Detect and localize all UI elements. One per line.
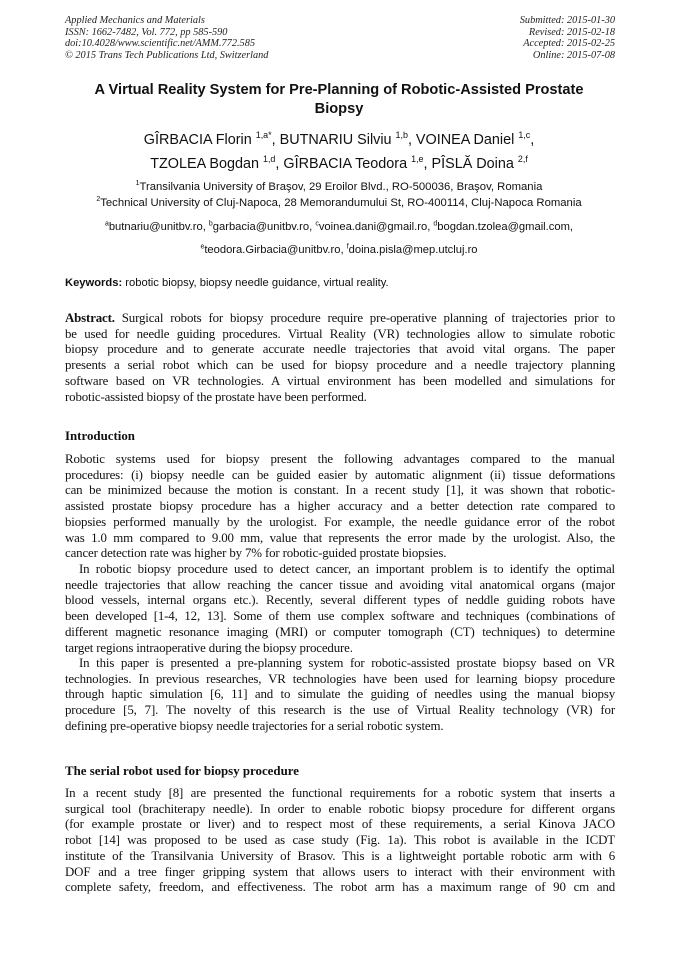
- abstract-line: software based on VR technologies. A virtual environment has been modelled and simulations for: [65, 373, 615, 388]
- intro-line: biopsies performed manually by the urologist. For example, the needle guidance error of the robot: [65, 514, 615, 529]
- email-sup: e: [200, 243, 205, 251]
- email-sup: f: [346, 243, 349, 251]
- author-sup: 1,b: [395, 130, 408, 141]
- robot-line: complete safety, freedom, and effectiveness. The robot arm has a maximum range of 90 cm and: [65, 880, 615, 895]
- email-link[interactable]: butnariu@unitbv.ro,: [108, 221, 209, 233]
- intro-line: procedures: (i) biopsy needle can be guided easier by automatic alignment (ii) tissue deformations: [65, 467, 615, 482]
- doi: doi:10.4028/www.scientific.net/AMM.772.585: [65, 38, 255, 50]
- author-name: GÎRBACIA Florin: [143, 132, 256, 148]
- robot-line: In a recent study [8] are presented the functional requirements for a robotic system that inserts a: [65, 786, 615, 800]
- title-line-1: A Virtual Reality System for Pre-Planning of Robotic-Assisted Prostate: [94, 82, 584, 98]
- email-sup: b: [208, 220, 213, 228]
- abstract-line: [65, 311, 615, 327]
- email-link[interactable]: bogdan.tzolea@gmail.com,: [437, 221, 574, 233]
- intro-line: In this paper is presented a pre-planning system for robotic-assisted prostate biopsy based on VR: [79, 656, 615, 670]
- dates-info: [520, 15, 615, 61]
- intro-line: technologies. In previous researches, VR technologies have been used for learning biopsy procedure: [65, 671, 615, 686]
- intro-line: can be minimized because the motion is constant. In a recent study [1], it was shown that robotic-: [65, 483, 615, 498]
- author-name: TZOLEA Bogdan: [150, 156, 263, 172]
- title-line-2: Biopsy: [314, 101, 364, 117]
- author-name: , PÎSLĂ Doina: [423, 156, 518, 172]
- abstract-line: biopsy procedure and to generate accurate needle trajectories that avoid vital organs. The paper: [65, 342, 615, 357]
- author-sup: 2,f: [517, 154, 528, 165]
- introduction-heading: Introduction: [65, 429, 135, 443]
- serial-robot-paragraph: [65, 786, 615, 896]
- intro-line: cancer detection rate was higher by 7% for robotic-guided prostate biopsies.: [65, 546, 447, 561]
- online-date: Online: 2015-07-08: [532, 49, 615, 61]
- abstract-label: Abstract.: [65, 311, 115, 325]
- email-link[interactable]: doina.pisla@mep.utcluj.ro: [348, 244, 478, 256]
- author-line-2: [30, 152, 648, 176]
- intro-line: procedure [5, 7]. The novelty of this research is the use of Virtual Reality technology (VR) for: [65, 703, 615, 718]
- accepted-date: Accepted: 2015-02-25: [523, 38, 615, 50]
- affiliation-2: [30, 196, 648, 212]
- author-list: [30, 128, 648, 176]
- email-link[interactable]: teodora.Girbacia@unitbv.ro,: [204, 244, 347, 256]
- email-link[interactable]: voinea.dani@gmail.ro,: [318, 221, 434, 233]
- email-link[interactable]: garbacia@unitbv.ro,: [212, 221, 316, 233]
- intro-line: assisted prostate biopsy procedure has a higher accuracy and a better detection rate compared to: [65, 499, 615, 514]
- affiliation-sup: 1: [135, 180, 140, 188]
- robot-line: DOF and a tree finger gripping system that allows users to interact with their environment with: [65, 864, 615, 879]
- email-list: [30, 216, 648, 262]
- abstract-line: robotic-assisted biopsy of the prostate have been performed.: [65, 389, 367, 404]
- abstract-paragraph: [65, 311, 615, 405]
- author-line-1: [30, 128, 648, 152]
- robot-line: robot [14] was proposed to be used as case study (Fig. 1a). This robot is available in the ICDT: [65, 833, 615, 848]
- introduction-paragraph-1: [65, 452, 615, 562]
- paper-title: [40, 81, 638, 119]
- intro-line: needle trajectories that allow reaching the cancer tissue and avoiding vital anatomical organs (major: [65, 577, 615, 592]
- robot-line: institute of the Transilvania University of Brasov. This is a lightweight portable robotic arm with 6: [65, 848, 615, 863]
- author-name: , BUTNARIU Silviu: [271, 132, 396, 148]
- email-sup: a: [104, 220, 109, 228]
- author-sup: 1,d: [263, 154, 276, 165]
- affiliations: [30, 180, 648, 211]
- affiliation-text: Transilvania University of Braşov, 29 Eroilor Blvd., RO-500036, Braşov, Romania: [139, 181, 543, 193]
- author-sup: 1,c: [518, 130, 531, 141]
- email-sup: c: [315, 220, 319, 228]
- author-name: , GÎRBACIA Teodora: [275, 156, 412, 172]
- intro-line: defining pre-operative biopsy needle trajectories for a serial robotic system.: [65, 718, 444, 733]
- email-sup: d: [433, 220, 438, 228]
- robot-line: (for example prostate or liver) and to respect most of these requirements, a serial Kinova JACO: [65, 817, 615, 832]
- keywords-label: Keywords:: [65, 277, 123, 289]
- robot-line: surgical tool (brachiterapy needle). In order to enable robotic biopsy procedure for different organs: [65, 801, 615, 816]
- email-line-2: [30, 239, 648, 262]
- intro-line: blood vessels, internal organs etc.). Recently, several different types of neddle guiding robots have: [65, 593, 615, 608]
- abstract-line: be used for needle guiding procedures. Virtual Reality (VR) technologies allow to simulate robotic: [65, 326, 615, 341]
- intro-line: different magnetic resonance imaging (MRI) or computer tomograph (CT) techniques) to determine: [65, 624, 615, 639]
- intro-line: Robotic systems used for biopsy present the following advantages compared to the manual: [65, 452, 615, 466]
- intro-line: target regions intraoperative during the biopsy procedure.: [65, 640, 353, 655]
- affiliation-text: Technical University of Cluj-Napoca, 28 Memorandumului St, RO-400114, Cluj-Napoca Romania: [100, 196, 582, 209]
- author-name: , VOINEA Daniel: [407, 132, 519, 148]
- abstract-line: presents a serial robot which can be used for biopsy procedure and a needle trajectory planning: [65, 358, 615, 373]
- keywords-text: robotic biopsy, biopsy needle guidance, virtual reality.: [122, 277, 389, 289]
- author-separator: ,: [530, 132, 535, 148]
- revised-date: Revised: 2015-02-18: [528, 26, 615, 38]
- issn: ISSN: 1662-7482, Vol. 772, pp 585-590: [65, 26, 228, 38]
- submitted-date: Submitted: 2015-01-30: [519, 15, 615, 26]
- abstract-line-text: Surgical robots for biopsy procedure require pre-operative planning of trajectories prior to: [114, 311, 615, 325]
- affiliation-sup: 2: [96, 195, 101, 203]
- intro-line: been developed [1-4, 12, 13]. Some of them use complex software and techniques (combinations of: [65, 609, 615, 624]
- journal-info: [65, 15, 268, 61]
- author-sup: 1,e: [411, 154, 424, 165]
- introduction-paragraph-3: [65, 656, 615, 735]
- serial-robot-heading: The serial robot used for biopsy procedure: [65, 764, 299, 778]
- intro-line: through haptic simulation [6, 11] and to simulate the guiding of needles using the manual biopsy: [65, 687, 615, 702]
- email-line-1: [30, 216, 648, 239]
- journal-name: Applied Mechanics and Materials: [65, 15, 205, 26]
- keywords: [65, 276, 615, 290]
- author-sup: 1,a*: [255, 130, 272, 141]
- introduction-paragraph-2: [65, 562, 615, 656]
- intro-line: was 1.0 mm compared to 9.00 mm, value that represents the error made by the urologist. Also, the: [65, 530, 615, 545]
- copyright: © 2015 Trans Tech Publications Ltd, Switzerland: [65, 49, 269, 61]
- affiliation-1: [30, 180, 648, 196]
- intro-line: In robotic biopsy procedure used to detect cancer, an important problem is to identify the optimal: [79, 562, 615, 576]
